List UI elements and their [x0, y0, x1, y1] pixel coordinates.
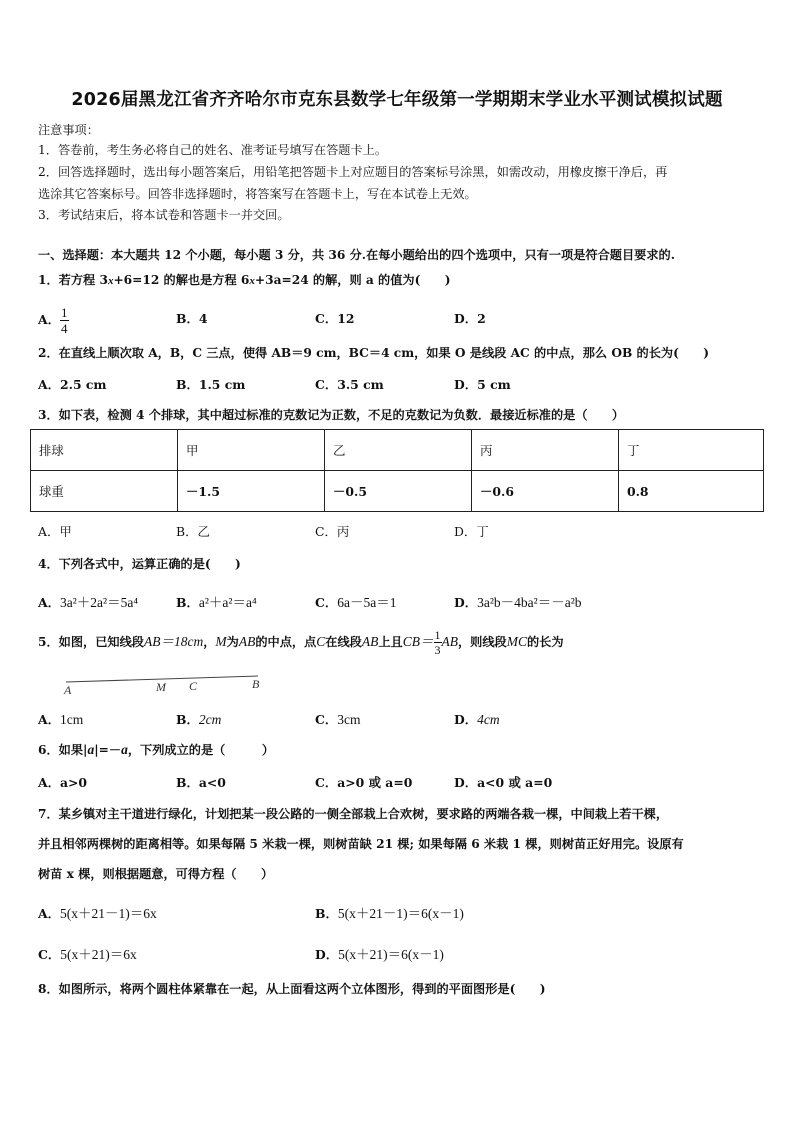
question-1-option-d[interactable]: D．2	[454, 311, 486, 326]
question-7-option-c[interactable]: C．5(x＋21)＝6x	[38, 947, 137, 962]
question-2-option-a[interactable]: A．2.5 cm	[38, 377, 107, 392]
question-7-line-1: 7．某乡镇对主干道进行绿化，计划把某一段公路的一侧全部栽上合欢树，要求路的两端各栽一棵，中间栽上若干棵，	[38, 807, 669, 821]
question-3-option-b[interactable]: B．乙	[176, 524, 210, 539]
question-7-option-d[interactable]: D．5(x＋21)＝6(x－1)	[315, 947, 444, 962]
question-1-stem: 1．若方程 3x+6=12 的解也是方程 6x+3a=24 的解，则 a 的值为( )	[38, 273, 451, 287]
table-cell: －1.5	[178, 471, 325, 512]
question-6-option-b[interactable]: B．a<0	[176, 775, 226, 790]
question-1-option-a[interactable]: A． $\frac{1}{4}$	[38, 305, 68, 336]
question-1-option-c[interactable]: C．12	[315, 311, 355, 326]
page-title: 2026届黑龙江省齐齐哈尔市克东县数学七年级第一学期期末学业水平测试模拟试题	[71, 90, 723, 110]
table-cell: －0.6	[472, 471, 619, 512]
notice-item-2: 2．回答选择题时，选出每小题答案后，用铅笔把答题卡上对应题目的答案标号涂黑，如需改动，用橡皮擦干净后，再	[38, 165, 668, 179]
question-6-stem: 6．如果|a|=－a，下列成立的是（ ）	[38, 742, 275, 757]
notice-item-1: 1．答卷前，考生务必将自己的姓名、准考证号填写在答题卡上。	[38, 143, 388, 157]
question-2-stem: 2．在直线上顺次取 A，B，C 三点，使得 AB＝9 cm，BC＝4 cm，如果 O 是线段 AC 的中点，那么 OB 的长为( )	[38, 346, 709, 360]
question-2-option-c[interactable]: C．3.5 cm	[315, 377, 384, 392]
notice-item-2-cont: 选涂其它答案标号。回答非选择题时，将答案写在答题卡上，写在本试卷上无效。	[38, 187, 477, 201]
question-7-line-2: 并且相邻两棵树的距离相等。如果每隔 5 米栽一棵，则树苗缺 21 棵; 如果每隔 6 米栽 1 棵，则树苗正好用完。设原有	[38, 837, 684, 851]
point-label-b: B	[252, 677, 260, 691]
table-header-cell: 丙	[472, 430, 619, 471]
question-3-option-a[interactable]: A．甲	[38, 524, 72, 539]
table-header-cell: 甲	[178, 430, 325, 471]
question-8-stem: 8．如图所示，将两个圆柱体紧靠在一起，从上面看这两个立体图形，得到的平面图形是( )	[38, 982, 546, 996]
table-header-cell: 排球	[31, 430, 178, 471]
question-6-option-c[interactable]: C．a>0 或 a=0	[315, 775, 413, 790]
question-5-option-a[interactable]: A．1cm	[38, 712, 84, 727]
table-header-cell: 丁	[619, 430, 764, 471]
question-1-option-b[interactable]: B．4	[176, 311, 208, 326]
question-5-stem: 5．如图，已知线段AB＝18cm，M为AB的中点，点C在线段AB上且CB＝ $\frac{1}{3}$ AB，则线段MC的长为	[38, 628, 564, 657]
question-7-option-a[interactable]: A．5(x＋21－1)＝6x	[38, 906, 157, 921]
question-4-option-a[interactable]: A．3a²＋2a²＝5a⁴	[38, 595, 139, 610]
question-5-option-b[interactable]: B．2cm	[176, 712, 222, 727]
table-cell: 0.8	[619, 471, 764, 512]
question-7-line-3: 树苗 x 棵，则根据题意，可得方程（ ）	[38, 867, 274, 881]
table-row-label: 球重	[31, 471, 178, 512]
question-6-option-d[interactable]: D．a<0 或 a=0	[454, 775, 553, 790]
question-4-option-b[interactable]: B．a²＋a²＝a⁴	[176, 595, 257, 610]
question-5-option-d[interactable]: D．4cm	[454, 712, 500, 727]
table-cell: －0.5	[325, 471, 472, 512]
point-label-m: M	[156, 680, 166, 694]
volleyball-weight-table	[30, 429, 764, 512]
notice-item-3: 3．考试结束后，将本试卷和答题卡一并交回。	[38, 208, 290, 222]
point-label-c: C	[189, 679, 198, 693]
question-4-stem: 4．下列各式中，运算正确的是( )	[38, 557, 241, 571]
question-3-stem: 3．如下表，检测 4 个排球，其中超过标准的克数记为正数，不足的克数记为负数．最接近标准的是（ ）	[38, 408, 625, 422]
table-row	[31, 471, 764, 512]
table-header-cell: 乙	[325, 430, 472, 471]
question-5-option-c[interactable]: C．3cm	[315, 712, 361, 727]
point-label-a: A	[64, 683, 72, 697]
section-heading: 一、选择题：本大题共 12 个小题，每小题 3 分，共 36 分.在每小题给出的四个选项中，只有一项是符合题目要求的.	[38, 248, 675, 262]
question-2-option-b[interactable]: B．1.5 cm	[176, 377, 246, 392]
question-6-option-a[interactable]: A．a>0	[38, 775, 88, 790]
notice-heading: 注意事项：	[38, 123, 99, 137]
question-3-option-d[interactable]: D．丁	[454, 524, 489, 539]
question-2-option-d[interactable]: D．5 cm	[454, 377, 511, 392]
question-3-option-c[interactable]: C．丙	[315, 524, 350, 539]
segment-figure	[58, 668, 278, 698]
question-7-option-b[interactable]: B．5(x＋21－1)＝6(x－1)	[315, 906, 464, 921]
question-4-option-d[interactable]: D．3a²b－4ba²＝－a²b	[454, 595, 582, 610]
table-header-row	[31, 430, 764, 471]
question-4-option-c[interactable]: C．6a－5a＝1	[315, 595, 397, 610]
